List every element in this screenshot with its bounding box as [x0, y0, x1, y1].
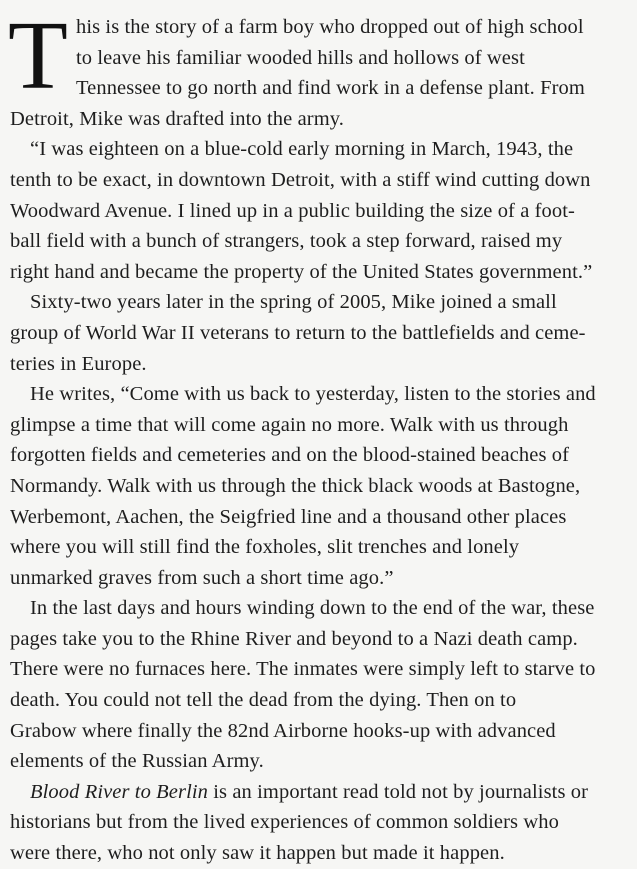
text-line: historians but from the lived experiences of common soldiers who: [10, 811, 559, 834]
text-line: Sixty-two years later in the spring of 2005, Mike joined a small: [30, 291, 557, 314]
text-line: forgotten fields and cemeteries and on the blood-stained beaches of: [10, 444, 570, 467]
drop-cap: T: [8, 2, 68, 110]
text-line: to leave his familiar wooded hills and hollows of west: [75, 46, 525, 69]
text-line: In the last days and hours winding down to the end of the war, these: [30, 597, 595, 620]
text-line: “I was eighteen on a blue-cold early morning in March, 1943, the: [30, 138, 574, 161]
text-line: Grabow where finally the 82nd Airborne hooks-up with advanced: [10, 719, 556, 742]
paragraph-2: [10, 134, 621, 287]
paragraph-3: [10, 287, 621, 379]
text-fragment: is an important read told not by journalists or: [208, 780, 589, 803]
text-line: tenth to be exact, in downtown Detroit, with a stiff wind cutting down: [10, 168, 591, 191]
text-line: right hand and became the property of the United States government.”: [10, 260, 593, 283]
paragraph-5: [10, 593, 621, 777]
text-line: Tennessee to go north and find work in a defense plant. From: [75, 77, 585, 100]
text-line: Woodward Avenue. I lined up in a public building the size of a foot-: [10, 199, 575, 222]
text-line: Normandy. Walk with us through the thick black woods at Bastogne,: [10, 474, 581, 497]
text-line: unmarked graves from such a short time ago.”: [10, 566, 394, 589]
text-line: where you will still find the foxholes, slit trenches and lonely: [10, 536, 520, 559]
paragraph-4: [10, 379, 621, 593]
text-line: pages take you to the Rhine River and beyond to a Nazi death camp.: [10, 627, 578, 650]
text-line: There were no furnaces here. The inmates were simply left to starve to: [10, 658, 596, 681]
text-line: ball field with a bunch of strangers, took a step forward, raised my: [10, 230, 563, 253]
text-line: [10, 777, 621, 808]
text-line: He writes, “Come with us back to yesterday, listen to the stories and: [30, 383, 596, 406]
text-line: his is the story of a farm boy who dropped out of high school: [75, 16, 584, 38]
text-line: teries in Europe.: [10, 352, 147, 375]
paragraph-6: [10, 777, 621, 869]
text-line: were there, who not only saw it happen but made it happen.: [10, 842, 505, 865]
book-title: Blood River to Berlin: [30, 780, 209, 803]
text-line: Werbemont, Aachen, the Seigfried line and a thousand other places: [10, 505, 567, 528]
text-line: Detroit, Mike was drafted into the army.: [10, 107, 344, 130]
text-line: death. You could not tell the dead from the dying. Then on to: [10, 689, 517, 712]
text-line: elements of the Russian Army.: [10, 750, 264, 773]
text-line: glimpse a time that will come again no more. Walk with us through: [10, 413, 569, 436]
paragraph-1: [8, 2, 621, 134]
body-text: [8, 2, 621, 869]
text-line: group of World War II veterans to return to the battlefields and ceme-: [10, 321, 586, 344]
